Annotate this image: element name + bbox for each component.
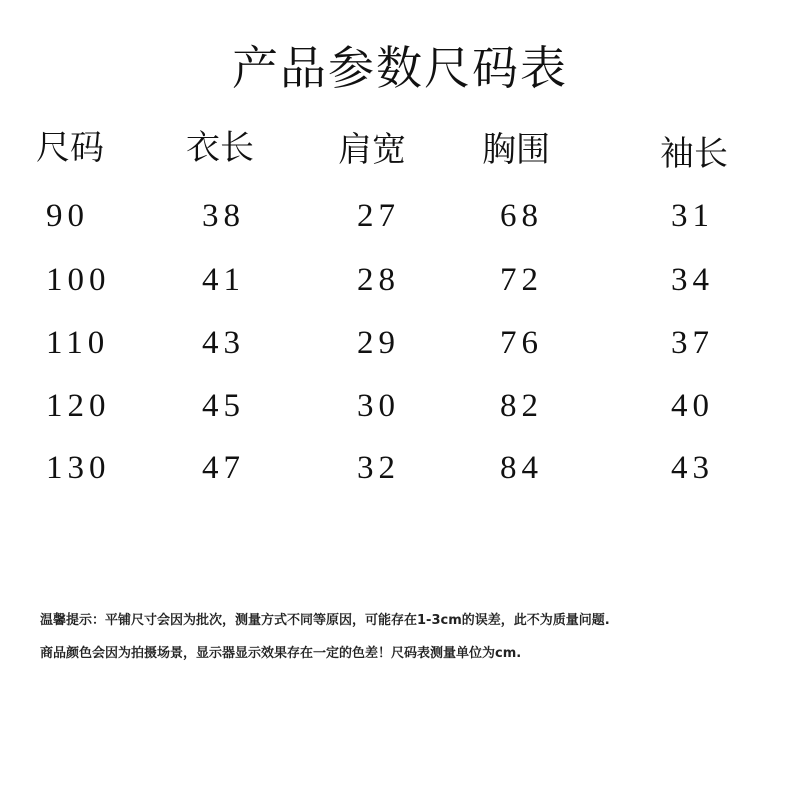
cell-shoulder: 30: [357, 388, 400, 424]
header-chest: 胸围: [482, 130, 550, 170]
page-title: 产品参数尺码表: [232, 41, 568, 95]
measurement-note: 温馨提示：平铺尺寸会因为批次，测量方式不同等原因，可能存在1-3cm的误差，此不为质量问题.: [40, 613, 610, 628]
cell-length: 47: [202, 450, 245, 486]
header-length: 衣长: [186, 128, 254, 168]
cell-sleeve: 34: [671, 262, 714, 298]
cell-size: 110: [46, 325, 110, 361]
cell-size: 100: [46, 262, 111, 298]
cell-chest: 84: [500, 450, 543, 486]
header-shoulder: 肩宽: [338, 130, 406, 170]
cell-shoulder: 27: [357, 198, 400, 234]
header-sleeve: 袖长: [660, 134, 728, 174]
cell-chest: 76: [500, 325, 543, 361]
cell-length: 41: [202, 262, 245, 298]
cell-sleeve: 31: [671, 198, 714, 234]
cell-chest: 68: [500, 198, 543, 234]
cell-sleeve: 43: [671, 450, 714, 486]
cell-size: 130: [46, 450, 111, 486]
cell-length: 43: [202, 325, 245, 361]
cell-size: 120: [46, 388, 111, 424]
cell-shoulder: 29: [357, 325, 400, 361]
cell-length: 45: [202, 388, 245, 424]
header-size: 尺码: [36, 128, 104, 168]
cell-size: 90: [46, 198, 89, 234]
cell-chest: 72: [500, 262, 543, 298]
cell-length: 38: [202, 198, 245, 234]
cell-sleeve: 40: [671, 388, 714, 424]
cell-sleeve: 37: [671, 325, 714, 361]
cell-shoulder: 32: [357, 450, 400, 486]
cell-shoulder: 28: [357, 262, 400, 298]
cell-chest: 82: [500, 388, 543, 424]
color-note: 商品颜色会因为拍摄场景，显示器显示效果存在一定的色差！尺码表测量单位为cm.: [40, 646, 522, 661]
